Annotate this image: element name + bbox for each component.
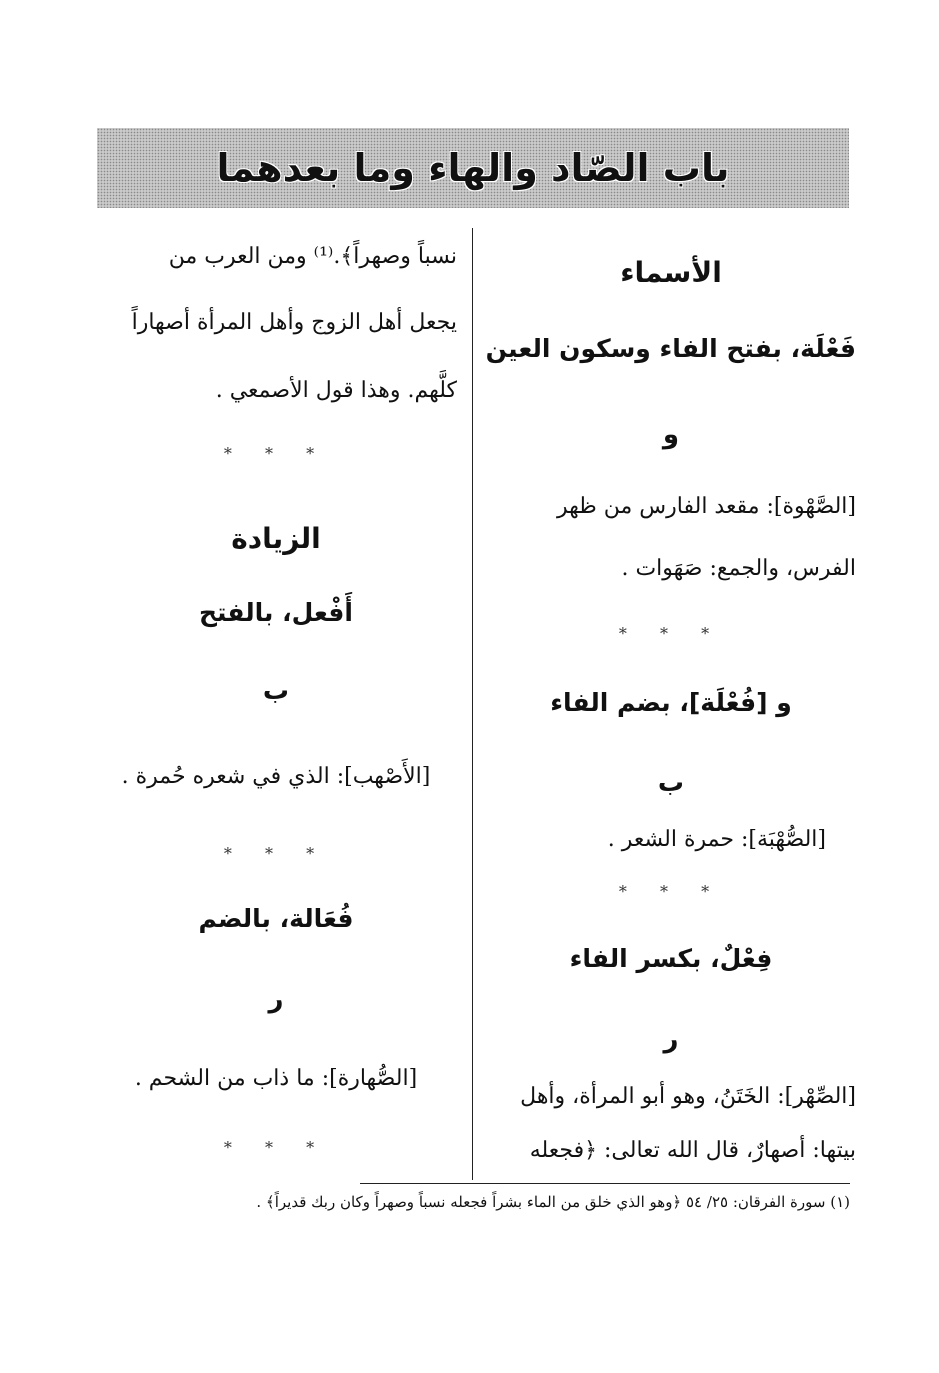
entry-ashab: [الأَصْهب]: الذي في شعره حُمرة . [121, 764, 431, 789]
letter-heading-ba: ب [657, 768, 685, 798]
section-separator: * * * [223, 444, 329, 463]
entry-sahwa-line2: الفرس، والجمع: صَهَوات . [621, 556, 856, 581]
footnote: (١) سورة الفرقان: ٢٥/ ٥٤ ﴿وهو الذي خلق من الماء بشراً فجعله نسباً وصهراً وكان ربك قديراً﴾ . [256, 1193, 850, 1211]
entry-sahwa-line1: [الصَّهْوة]: مقعد الفارس من ظهر [557, 494, 856, 519]
continuation-line1: نسباً وصهراً﴾.⁽¹⁾ ومن العرب من [168, 244, 457, 269]
continuation-line3: كلَّهم. وهذا قول الأصمعي . [215, 378, 457, 403]
footnote-rule [360, 1183, 850, 1184]
pattern-heading-faala: فَعْلَة، بفتح الفاء وسكون العين [485, 334, 856, 363]
pattern-heading-fula: و [فُعْلَة]، بضم الفاء [550, 688, 792, 717]
section-separator: * * * [618, 624, 724, 643]
section-heading-addition: الزيادة [231, 522, 321, 555]
letter-heading-waw: و [662, 420, 680, 450]
section-separator: * * * [223, 844, 329, 863]
pattern-heading-fil: فِعْلٌ، بكسر الفاء [569, 944, 773, 973]
entry-suhara: [الصُّهارة]: ما ذاب من الشحم . [134, 1066, 418, 1091]
section-separator: * * * [618, 882, 724, 901]
continuation-line2: يجعل أهل الزوج وأهل المرأة أصهاراً [131, 310, 457, 335]
letter-heading-ra: ر [268, 984, 284, 1014]
section-heading-nouns: الأسماء [620, 256, 722, 289]
section-separator: * * * [223, 1138, 329, 1157]
pattern-heading-afal: أَفْعل، بالفتح [199, 598, 353, 627]
letter-heading-ra: ر [663, 1024, 679, 1054]
entry-sihr-line2: بيتها: أصهارٌ، قال الله تعالى: ﴿فجعله [529, 1138, 856, 1163]
chapter-title: باب الصّاد والهاء وما بعدهما [216, 146, 730, 190]
pattern-heading-fuala: فُعَالة، بالضم [198, 904, 354, 933]
chapter-header-band [97, 128, 849, 208]
entry-sihr-line1: [الصِّهْر]: الخَتَنُ، وهو أبو المرأة، وأهل [520, 1084, 856, 1109]
letter-heading-ba: ب [262, 676, 290, 706]
column-divider [472, 228, 473, 1180]
entry-suhba: [الصُّهْبَة]: حمرة الشعر . [607, 827, 826, 852]
